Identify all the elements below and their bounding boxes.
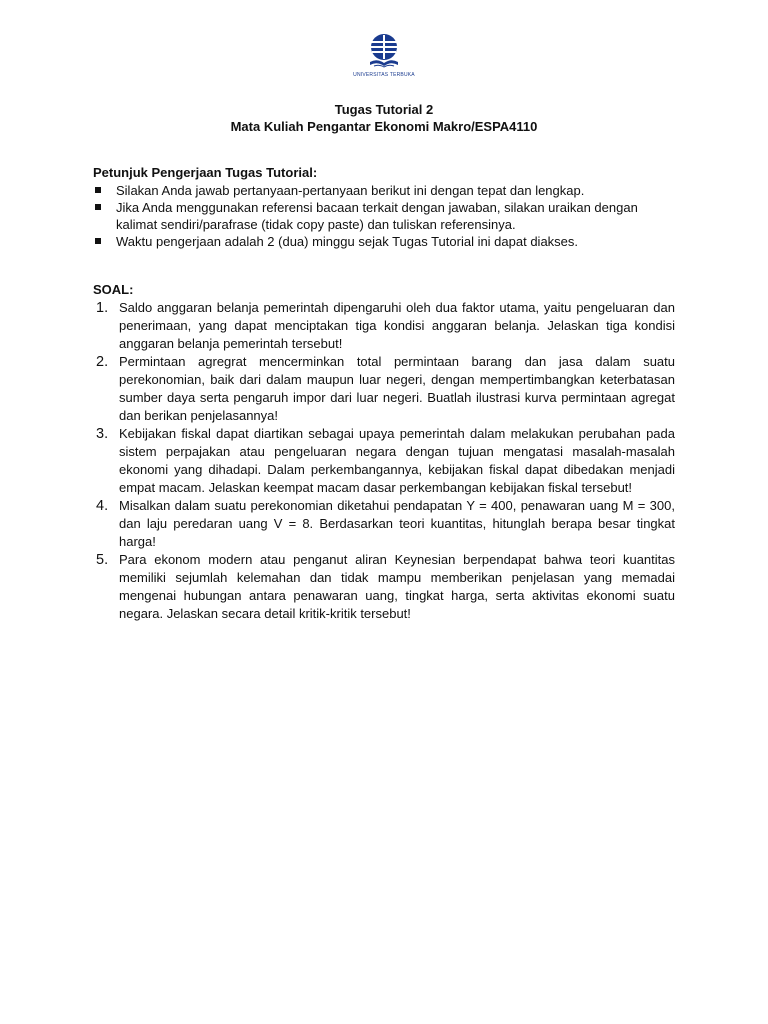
list-item xyxy=(93,233,675,250)
instruction-text: Waktu pengerjaan adalah 2 (dua) minggu sejak Tugas Tutorial ini dapat diakses. xyxy=(116,234,579,249)
questions-section xyxy=(93,281,675,623)
question-number: 4. xyxy=(96,498,109,514)
question-item xyxy=(93,353,675,425)
question-number: 2. xyxy=(96,354,109,370)
document-title: Tugas Tutorial 2 xyxy=(334,102,434,117)
question-text: Saldo anggaran belanja pemerintah dipengaruhi oleh dua faktor utama, yaitu pengeluaran dan penerimaan, yang dapat menciptakan tiga kondisi anggaran belanja. Jelaskan tiga kondisi anggaran belanja pemerintah tersebut! xyxy=(119,300,675,351)
question-number: 5. xyxy=(96,552,109,568)
question-number: 1. xyxy=(96,300,109,316)
square-bullet-icon xyxy=(95,238,101,244)
question-text: Misalkan dalam suatu perekonomian diketahui pendapatan Y = 400, penawaran uang M = 300, dan laju peredaran uang V = 8. Berdasarkan teori kuantitas, hitunglah berapa besar tingkat harga! xyxy=(119,498,675,549)
question-item xyxy=(93,425,675,497)
document-header xyxy=(0,101,768,135)
question-item xyxy=(93,551,675,623)
instruction-text: Silakan Anda jawab pertanyaan-pertanyaan berikut ini dengan tepat dan lengkap. xyxy=(116,183,585,198)
square-bullet-icon xyxy=(95,204,101,210)
question-text: Para ekonom modern atau penganut aliran Keynesian berpendapat bahwa teori kuantitas memiliki sejumlah kelemahan dan tidak mampu memberikan penjelasan yang memadai mengenai hubungan antara penawaran uang, tingkat harga, serta aktivitas ekonomi suatu negara. Jelaskan secara detail kritik-kritik tersebut! xyxy=(119,552,675,621)
instructions-section xyxy=(93,164,675,250)
question-item xyxy=(93,299,675,353)
logo-caption: UNIVERSITAS TERBUKA xyxy=(353,72,415,78)
instructions-list xyxy=(93,182,675,250)
square-bullet-icon xyxy=(95,187,101,193)
globe-book-logo-icon xyxy=(366,32,402,70)
question-text: Permintaan agregrat mencerminkan total permintaan barang dan jasa dalam suatu perekonomian, baik dari dalam maupun luar negeri, dengan mempertimbangkan keterbatasan sumber daya serta pengaruh impor dari luar negeri. Buatlah ilustrasi kurva permintaan agregat dan berikan penjelasannya! xyxy=(119,354,675,423)
list-item xyxy=(93,182,675,199)
list-item xyxy=(93,199,675,233)
question-number: 3. xyxy=(96,426,109,442)
document-subtitle: Mata Kuliah Pengantar Ekonomi Makro/ESPA4110 xyxy=(230,119,538,134)
questions-heading: SOAL: xyxy=(93,282,134,297)
instructions-heading: Petunjuk Pengerjaan Tugas Tutorial: xyxy=(93,165,318,180)
university-logo xyxy=(348,32,420,84)
instruction-text: Jika Anda menggunakan referensi bacaan terkait dengan jawaban, silakan uraikan dengan kalimat sendiri/parafrase (tidak copy paste) dan tuliskan referensinya. xyxy=(116,200,638,232)
questions-list xyxy=(93,299,675,623)
question-text: Kebijakan fiskal dapat diartikan sebagai upaya pemerintah dalam melakukan perubahan pada sistem perpajakan atau pengeluaran negara dengan tujuan mengatasi masalah-masalah ekonomi yang dihadapi. Dalam perkembangannya, kebijakan fiskal dapat dibedakan menjadi empat macam. Jelaskan keempat macam dasar perkembangan kebijakan fiskal tersebut! xyxy=(119,426,675,495)
question-item xyxy=(93,497,675,551)
